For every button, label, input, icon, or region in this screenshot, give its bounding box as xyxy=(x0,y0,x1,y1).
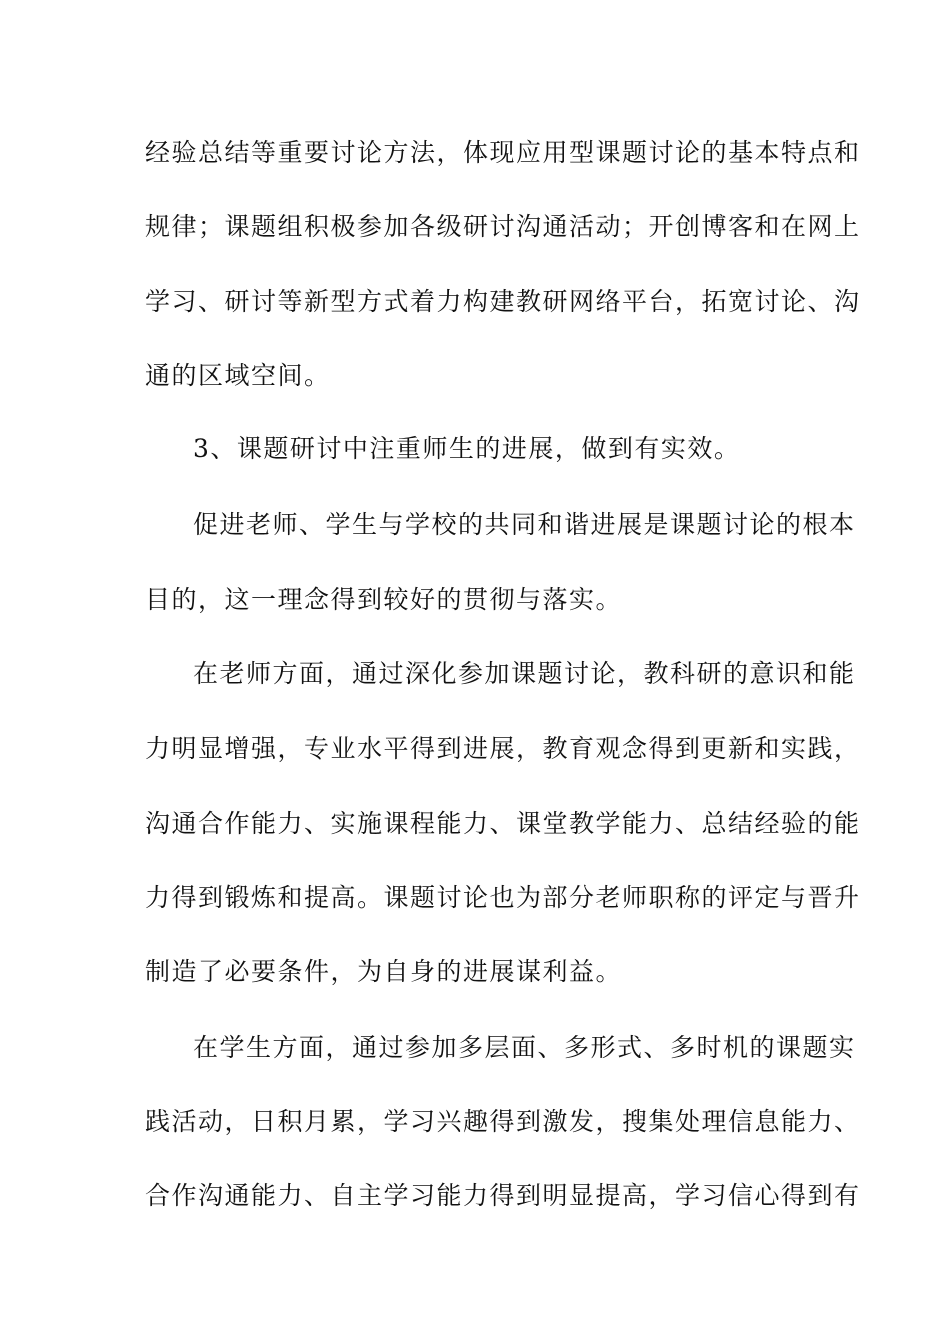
text-line: 经验总结等重要讨论方法，体现应用型课题讨论的基本特点和 xyxy=(145,138,861,167)
text-line: 规律；课题组积极参加各级研讨沟通活动；开创博客和在网上 xyxy=(145,212,861,241)
section-heading: 3、课题研讨中注重师生的进展，做到有实效。 xyxy=(193,434,741,463)
paragraph-start-line: 在老师方面，通过深化参加课题讨论，教科研的意识和能 xyxy=(193,659,856,688)
text-line: 合作沟通能力、自主学习能力得到明显提高，学习信心得到有 xyxy=(145,1181,861,1210)
text-line: 学习、研讨等新型方式着力构建教研网络平台，拓宽讨论、沟 xyxy=(145,287,861,316)
text-line: 通的区域空间。 xyxy=(145,361,331,390)
text-line: 制造了必要条件，为自身的进展谋利益。 xyxy=(145,957,623,986)
text-line: 目的，这一理念得到较好的贯彻与落实。 xyxy=(145,585,623,614)
text-line: 沟通合作能力、实施课程能力、课堂教学能力、总结经验的能 xyxy=(145,809,861,838)
text-line: 力明显增强，专业水平得到进展，教育观念得到更新和实践， xyxy=(145,734,861,763)
text-line: 践活动，日积月累，学习兴趣得到激发，搜集处理信息能力、 xyxy=(145,1107,861,1136)
text-line: 力得到锻炼和提高。课题讨论也为部分老师职称的评定与晋升 xyxy=(145,883,861,912)
paragraph-start-line: 促进老师、学生与学校的共同和谐进展是课题讨论的根本 xyxy=(193,510,856,539)
paragraph-start-line: 在学生方面，通过参加多层面、多形式、多时机的课题实 xyxy=(193,1033,856,1062)
